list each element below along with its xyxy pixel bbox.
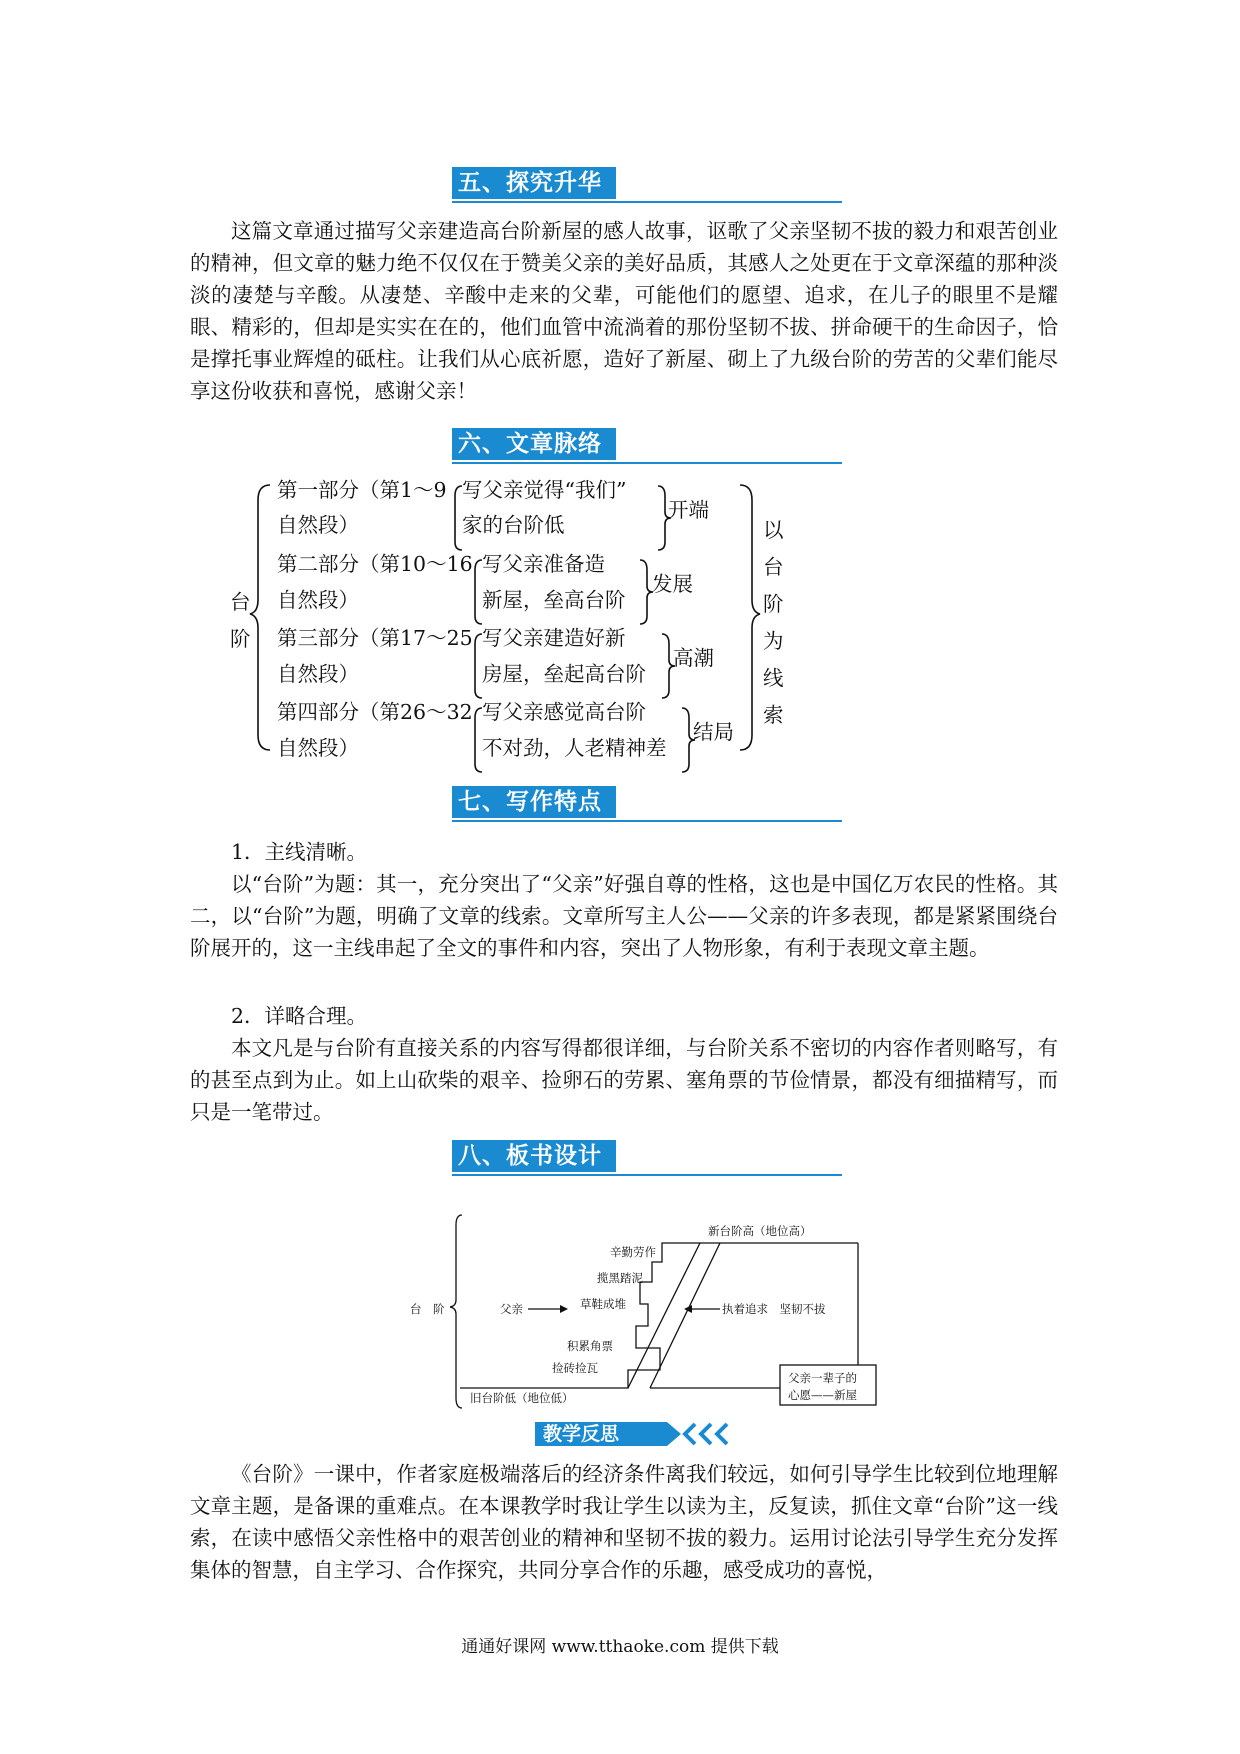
outline-right-label-4: 为 — [763, 629, 784, 653]
s7-point1-title: 1．主线清晰。 — [231, 840, 368, 864]
outline-right-label-3: 阶 — [763, 592, 784, 616]
page-footer: 通通好课网 www.tthaoke.com 提供下载 — [461, 1637, 779, 1657]
outline-right-label-6: 索 — [763, 703, 784, 727]
outline-desc-3: 写父亲建造好新 — [482, 626, 626, 650]
board-box-line2: 心愿——新屋 — [788, 1388, 857, 1402]
board-slope-1 — [628, 1243, 700, 1388]
reflection-title: 教学反思 — [543, 1423, 620, 1445]
board-father: 父亲 — [500, 1302, 523, 1316]
s5-paragraph: 这篇文章通过描写父亲建造高台阶新屋的感人故事，讴歌了父亲坚韧不拔的毅力和艰苦创业的精神，但文章的魅力绝不仅仅在于赞美父亲的美好品质，其感人之处更在于文章深蕴的那种淡淡的凄楚与辛酸。从凄楚、辛酸中走来的父辈，可能他们的愿望、追求，在儿子的眼里不是耀眼、精彩的，但却是实实在在的，他们血管中流淌着的那份坚韧不拔、拼命硬干的生命因子，恰是撑托事业辉煌的砥柱。让我们从心底祈愿，造好了新屋、砌上了九级台阶的劳苦的父辈们能尽享这份收获和喜悦，感谢父亲！ — [190, 219, 1058, 403]
board-bottom-label: 旧台阶低（地位低） — [470, 1391, 574, 1405]
section-title-5: 五、探究升华 — [452, 167, 612, 199]
outline-stage-2: 发展 — [652, 572, 693, 596]
reflection-header — [535, 1420, 755, 1448]
outline-stage-4: 结局 — [693, 720, 734, 744]
s7-point1-text: 以“台阶”为题：其一，充分突出了“父亲”好强自尊的性格，这也是中国亿万农民的性格。其二，以“台阶”为题，明确了文章的线索。文章所写主人公——父亲的许多表现，都是紧紧围绕台阶展开的，这一主线串起了全文的事件和内容，突出了人物形象，有利于表现文章主题。 — [190, 872, 1058, 960]
board-right-label: 执着追求 坚韧不拔 — [722, 1302, 826, 1316]
arrow-left-icon — [684, 1305, 692, 1313]
outline-stage-3: 高潮 — [673, 646, 714, 670]
section-title-8: 八、板书设计 — [452, 1140, 612, 1172]
board-step-1: 捡砖捡瓦 — [552, 1361, 598, 1375]
outline-left-label-1: 台 — [230, 590, 251, 614]
section-title-6: 六、文章脉络 — [452, 428, 612, 460]
outline-right-label-5: 线 — [763, 666, 784, 690]
outline-right-label-2: 台 — [763, 555, 784, 579]
outline-part-1: 第一部分（第1～9 — [277, 478, 447, 502]
reflection-paragraph: 《台阶》一课中，作者家庭极端落后的经济条件离我们较远，如何引导学生比较到位地理解文章主题，是备课的重难点。在本课教学时我让学生以读为主，反复读，抓住文章“台阶”这一线索，在读中感悟父亲性格中的艰苦创业的精神和坚韧不拔的毅力。运用讨论法引导学生充分发挥集体的智慧，自主学习、合作探究，共同分享合作的乐趣，感受成功的喜悦， — [190, 1462, 1058, 1582]
outline-desc-2: 写父亲准备造 — [482, 552, 605, 576]
board-step-5: 辛勤劳作 — [610, 1245, 656, 1259]
board-top-label: 新台阶高（地位高） — [708, 1224, 812, 1238]
outline-desc-3-b: 房屋，垒起高台阶 — [482, 662, 646, 686]
outline-desc-1: 写父亲觉得“我们” — [462, 478, 627, 502]
outline-part-1-b: 自然段） — [277, 513, 359, 537]
board-step-4: 揽黑踏泥 — [597, 1271, 643, 1285]
outline-desc-2-b: 新屋，垒高台阶 — [482, 588, 626, 612]
outline-part-2-b: 自然段） — [277, 588, 359, 612]
board-step-2: 积累角票 — [567, 1339, 613, 1353]
outline-left-label-2: 阶 — [230, 627, 251, 651]
outline-desc-1-b: 家的台阶低 — [462, 513, 565, 537]
s7-point2-text: 本文凡是与台阶有直接关系的内容写得都很详细，与台阶关系不密切的内容作者则略写，有的甚至点到为止。如上山砍柴的艰辛、捡卵石的劳累、塞角票的节俭情景，都没有细描精写，而只是一笔带过。 — [190, 1036, 1058, 1124]
s7-point2-title: 2．详略合理。 — [231, 1004, 368, 1028]
outline-right-label-1: 以 — [763, 518, 784, 542]
board-left-label: 台 阶 — [410, 1302, 445, 1316]
outline-part-3-b: 自然段） — [277, 662, 359, 686]
arrow-right-icon — [560, 1305, 568, 1313]
board-brace — [450, 1215, 462, 1408]
outline-part-2: 第二部分（第10～16 — [277, 552, 473, 576]
outline-desc-4-b: 不对劲，人老精神差 — [482, 736, 667, 760]
outline-part-4-b: 自然段） — [277, 736, 359, 760]
board-step-3: 草鞋成堆 — [580, 1297, 626, 1311]
board-slope-2 — [650, 1243, 720, 1388]
section-title-7: 七、写作特点 — [452, 786, 612, 818]
outline-part-3: 第三部分（第17～25 — [277, 626, 473, 650]
outline-stage-1: 开端 — [668, 498, 709, 522]
outline-desc-4: 写父亲感觉高台阶 — [482, 700, 646, 724]
board-box-line1: 父亲一辈子的 — [788, 1371, 857, 1385]
outline-part-4: 第四部分（第26～32 — [277, 700, 473, 724]
